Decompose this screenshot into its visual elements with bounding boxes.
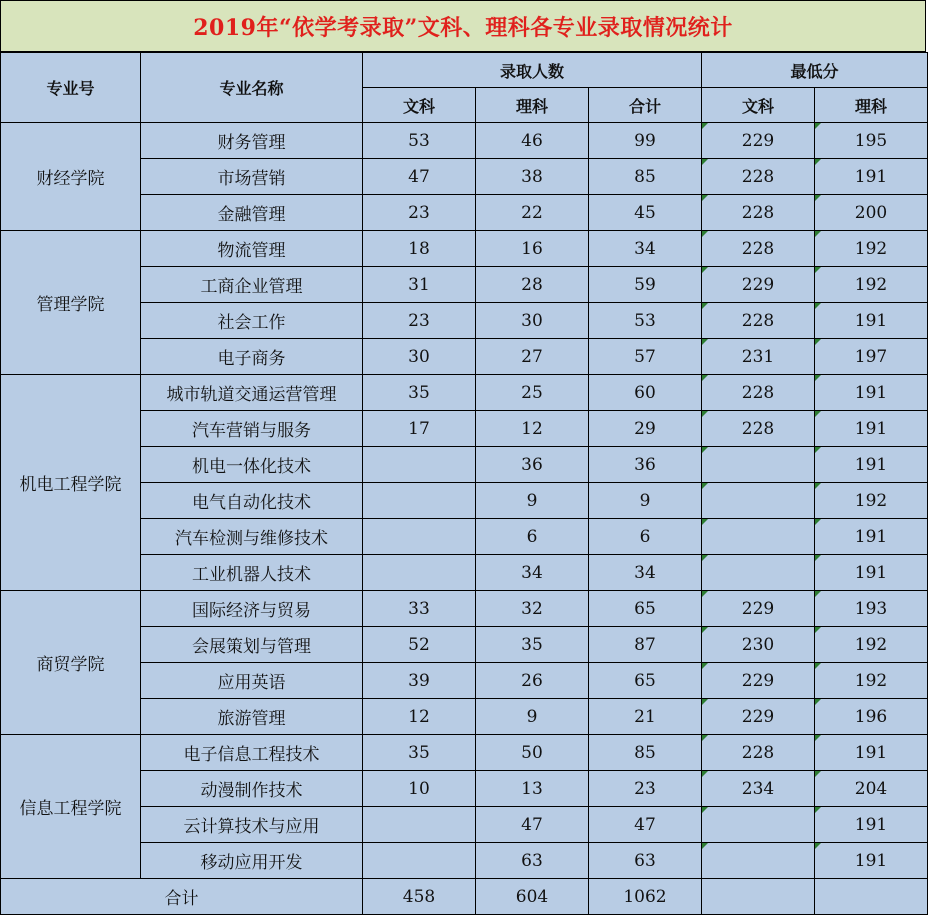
min-arts-cell <box>702 519 815 555</box>
admitted-total-cell: 65 <box>589 591 702 627</box>
admitted-total-cell: 63 <box>589 843 702 879</box>
page-title: 2019年“依学考录取”文科、理科各专业录取情况统计 <box>0 0 926 52</box>
major-name-cell: 市场营销 <box>141 159 363 195</box>
min-arts-cell: 229 <box>702 699 815 735</box>
major-name-cell: 移动应用开发 <box>141 843 363 879</box>
admitted-total-cell: 59 <box>589 267 702 303</box>
min-science-cell: 196 <box>815 699 928 735</box>
min-science-cell: 191 <box>815 735 928 771</box>
college-cell: 管理学院 <box>1 231 141 375</box>
table-row <box>1 339 928 375</box>
table-row <box>1 411 928 447</box>
admitted-arts-cell <box>363 555 476 591</box>
admitted-total-cell: 57 <box>589 339 702 375</box>
admitted-science-cell: 30 <box>476 303 589 339</box>
major-name-cell: 旅游管理 <box>141 699 363 735</box>
admitted-arts-cell: 39 <box>363 663 476 699</box>
admitted-science-cell: 6 <box>476 519 589 555</box>
admitted-science-cell: 16 <box>476 231 589 267</box>
admitted-science-cell: 12 <box>476 411 589 447</box>
admitted-total-cell: 36 <box>589 447 702 483</box>
min-science-cell: 191 <box>815 303 928 339</box>
min-arts-cell: 228 <box>702 159 815 195</box>
admitted-total-cell: 29 <box>589 411 702 447</box>
major-name-cell: 工商企业管理 <box>141 267 363 303</box>
admitted-total-cell: 60 <box>589 375 702 411</box>
admitted-total-cell: 21 <box>589 699 702 735</box>
total-arts-cell: 458 <box>363 879 476 915</box>
admitted-arts-cell: 35 <box>363 375 476 411</box>
admitted-total-cell: 87 <box>589 627 702 663</box>
min-science-cell: 191 <box>815 843 928 879</box>
min-arts-cell: 229 <box>702 123 815 159</box>
admitted-science-cell: 13 <box>476 771 589 807</box>
table-row <box>1 447 928 483</box>
table-row <box>1 519 928 555</box>
admitted-arts-cell <box>363 807 476 843</box>
table-row <box>1 735 928 771</box>
min-arts-cell: 229 <box>702 663 815 699</box>
min-science-cell: 195 <box>815 123 928 159</box>
min-arts-cell <box>702 483 815 519</box>
header-admitted: 录取人数 <box>363 53 702 88</box>
admitted-arts-cell: 35 <box>363 735 476 771</box>
min-science-cell: 191 <box>815 375 928 411</box>
admitted-science-cell: 36 <box>476 447 589 483</box>
total-row <box>1 879 928 915</box>
major-name-cell: 汽车营销与服务 <box>141 411 363 447</box>
header-admitted-total: 合计 <box>589 88 702 123</box>
table-row <box>1 807 928 843</box>
admitted-arts-cell <box>363 447 476 483</box>
admitted-total-cell: 47 <box>589 807 702 843</box>
admitted-total-cell: 9 <box>589 483 702 519</box>
min-science-cell: 200 <box>815 195 928 231</box>
admitted-science-cell: 63 <box>476 843 589 879</box>
table-row <box>1 267 928 303</box>
admitted-total-cell: 53 <box>589 303 702 339</box>
min-science-cell: 192 <box>815 663 928 699</box>
total-min-arts-cell <box>702 879 815 915</box>
admitted-arts-cell <box>363 843 476 879</box>
admitted-science-cell: 9 <box>476 699 589 735</box>
header-min-science: 理科 <box>815 88 928 123</box>
admitted-total-cell: 23 <box>589 771 702 807</box>
header-min-arts: 文科 <box>702 88 815 123</box>
min-arts-cell: 228 <box>702 375 815 411</box>
college-cell: 信息工程学院 <box>1 735 141 879</box>
admitted-arts-cell: 12 <box>363 699 476 735</box>
major-name-cell: 社会工作 <box>141 303 363 339</box>
table-row <box>1 303 928 339</box>
min-science-cell: 191 <box>815 555 928 591</box>
min-science-cell: 192 <box>815 267 928 303</box>
major-name-cell: 动漫制作技术 <box>141 771 363 807</box>
min-science-cell: 191 <box>815 807 928 843</box>
header-admitted-arts: 文科 <box>363 88 476 123</box>
major-name-cell: 电气自动化技术 <box>141 483 363 519</box>
admitted-arts-cell: 17 <box>363 411 476 447</box>
admitted-science-cell: 26 <box>476 663 589 699</box>
admitted-science-cell: 38 <box>476 159 589 195</box>
major-name-cell: 电子商务 <box>141 339 363 375</box>
min-science-cell: 191 <box>815 519 928 555</box>
major-name-cell: 物流管理 <box>141 231 363 267</box>
min-arts-cell: 228 <box>702 411 815 447</box>
admitted-science-cell: 46 <box>476 123 589 159</box>
table-row <box>1 375 928 411</box>
table-row <box>1 231 928 267</box>
admitted-arts-cell: 10 <box>363 771 476 807</box>
min-science-cell: 191 <box>815 159 928 195</box>
admitted-arts-cell <box>363 519 476 555</box>
admitted-arts-cell: 23 <box>363 303 476 339</box>
admitted-science-cell: 35 <box>476 627 589 663</box>
header-major-no: 专业号 <box>1 53 141 123</box>
min-arts-cell: 228 <box>702 735 815 771</box>
table-row <box>1 591 928 627</box>
admitted-total-cell: 6 <box>589 519 702 555</box>
admitted-arts-cell: 18 <box>363 231 476 267</box>
admitted-arts-cell: 23 <box>363 195 476 231</box>
table-row <box>1 159 928 195</box>
admitted-science-cell: 22 <box>476 195 589 231</box>
header-major-name: 专业名称 <box>141 53 363 123</box>
major-name-cell: 金融管理 <box>141 195 363 231</box>
admitted-science-cell: 32 <box>476 591 589 627</box>
min-arts-cell: 230 <box>702 627 815 663</box>
admitted-science-cell: 27 <box>476 339 589 375</box>
total-min-science-cell <box>815 879 928 915</box>
admitted-total-cell: 34 <box>589 231 702 267</box>
min-science-cell: 204 <box>815 771 928 807</box>
admitted-science-cell: 50 <box>476 735 589 771</box>
major-name-cell: 汽车检测与维修技术 <box>141 519 363 555</box>
min-arts-cell: 234 <box>702 771 815 807</box>
min-arts-cell: 229 <box>702 267 815 303</box>
total-label: 合计 <box>1 879 363 915</box>
admitted-total-cell: 99 <box>589 123 702 159</box>
admitted-science-cell: 28 <box>476 267 589 303</box>
table-body <box>1 123 928 915</box>
major-name-cell: 国际经济与贸易 <box>141 591 363 627</box>
min-science-cell: 192 <box>815 231 928 267</box>
table-row <box>1 663 928 699</box>
admitted-science-cell: 9 <box>476 483 589 519</box>
major-name-cell: 电子信息工程技术 <box>141 735 363 771</box>
admitted-total-cell: 65 <box>589 663 702 699</box>
college-cell: 财经学院 <box>1 123 141 231</box>
min-science-cell: 192 <box>815 627 928 663</box>
college-cell: 商贸学院 <box>1 591 141 735</box>
table-row <box>1 123 928 159</box>
min-arts-cell: 231 <box>702 339 815 375</box>
admitted-arts-cell: 33 <box>363 591 476 627</box>
major-name-cell: 机电一体化技术 <box>141 447 363 483</box>
admitted-science-cell: 47 <box>476 807 589 843</box>
min-arts-cell: 229 <box>702 591 815 627</box>
admitted-arts-cell: 47 <box>363 159 476 195</box>
major-name-cell: 城市轨道交通运营管理 <box>141 375 363 411</box>
admitted-total-cell: 85 <box>589 735 702 771</box>
admission-table <box>0 52 928 915</box>
table-row <box>1 195 928 231</box>
min-science-cell: 191 <box>815 447 928 483</box>
admitted-total-cell: 85 <box>589 159 702 195</box>
min-arts-cell: 228 <box>702 303 815 339</box>
min-arts-cell: 228 <box>702 195 815 231</box>
admitted-total-cell: 45 <box>589 195 702 231</box>
header-admitted-science: 理科 <box>476 88 589 123</box>
total-science-cell: 604 <box>476 879 589 915</box>
table-row <box>1 555 928 591</box>
min-science-cell: 197 <box>815 339 928 375</box>
table-row <box>1 483 928 519</box>
admitted-science-cell: 34 <box>476 555 589 591</box>
admitted-arts-cell: 53 <box>363 123 476 159</box>
major-name-cell: 云计算技术与应用 <box>141 807 363 843</box>
table-row <box>1 699 928 735</box>
major-name-cell: 财务管理 <box>141 123 363 159</box>
min-arts-cell <box>702 807 815 843</box>
min-science-cell: 193 <box>815 591 928 627</box>
admitted-arts-cell: 52 <box>363 627 476 663</box>
min-arts-cell <box>702 555 815 591</box>
min-arts-cell: 228 <box>702 231 815 267</box>
admitted-total-cell: 34 <box>589 555 702 591</box>
admitted-arts-cell: 30 <box>363 339 476 375</box>
major-name-cell: 会展策划与管理 <box>141 627 363 663</box>
header-min-score: 最低分 <box>702 53 928 88</box>
min-science-cell: 192 <box>815 483 928 519</box>
min-science-cell: 191 <box>815 411 928 447</box>
admitted-science-cell: 25 <box>476 375 589 411</box>
min-arts-cell <box>702 447 815 483</box>
admitted-arts-cell <box>363 483 476 519</box>
table-row <box>1 627 928 663</box>
college-cell: 机电工程学院 <box>1 375 141 591</box>
major-name-cell: 工业机器人技术 <box>141 555 363 591</box>
admitted-arts-cell: 31 <box>363 267 476 303</box>
table-row <box>1 843 928 879</box>
major-name-cell: 应用英语 <box>141 663 363 699</box>
min-arts-cell <box>702 843 815 879</box>
table-row <box>1 771 928 807</box>
total-total-cell: 1062 <box>589 879 702 915</box>
